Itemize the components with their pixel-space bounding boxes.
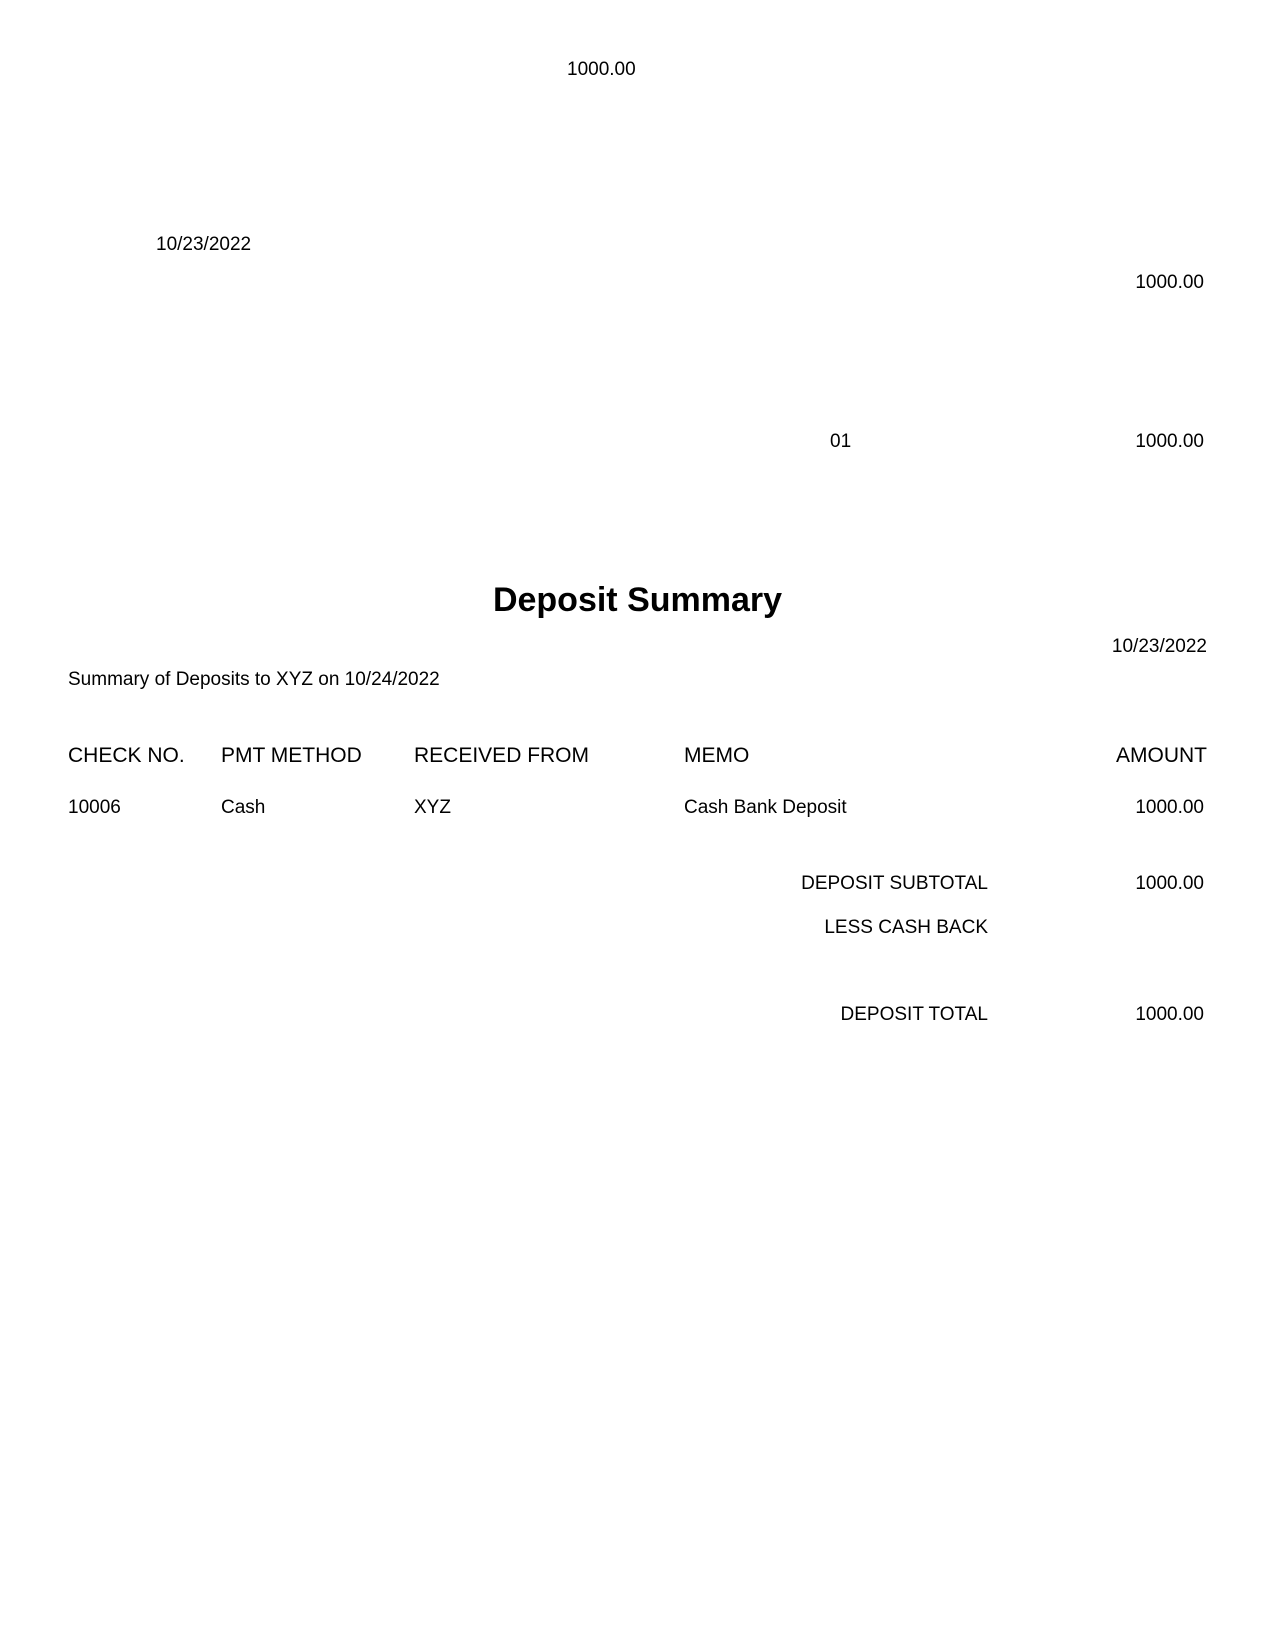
column-header-pmt-method: PMT METHOD: [221, 744, 362, 767]
slip-right-amount: 1000.00: [1135, 272, 1204, 293]
slip-item-count: 01: [830, 431, 852, 452]
summary-subtitle: Summary of Deposits to XYZ on 10/24/2022: [68, 669, 440, 690]
page-title: Deposit Summary: [492, 581, 783, 619]
cell-memo: Cash Bank Deposit: [684, 797, 847, 818]
slip-top-amount: 1000.00: [567, 59, 636, 80]
cell-received-from: XYZ: [414, 797, 451, 818]
cell-pmt-method: Cash: [221, 797, 266, 818]
column-header-check-no: CHECK NO.: [68, 744, 185, 767]
column-header-memo: MEMO: [684, 744, 750, 767]
summary-date: 10/23/2022: [1111, 636, 1207, 657]
deposit-subtotal-value: 1000.00: [1135, 873, 1204, 894]
slip-item-total: 1000.00: [1135, 431, 1204, 452]
column-header-amount: AMOUNT: [1116, 744, 1207, 767]
deposit-subtotal-label: DEPOSIT SUBTOTAL: [801, 873, 988, 894]
column-header-received-from: RECEIVED FROM: [414, 744, 590, 767]
less-cash-back-label: LESS CASH BACK: [824, 917, 988, 938]
deposit-total-label: DEPOSIT TOTAL: [840, 1004, 988, 1025]
cell-check-no: 10006: [68, 797, 121, 818]
cell-amount: 1000.00: [1135, 797, 1204, 818]
deposit-total-value: 1000.00: [1135, 1004, 1204, 1025]
slip-date: 10/23/2022: [156, 234, 252, 255]
